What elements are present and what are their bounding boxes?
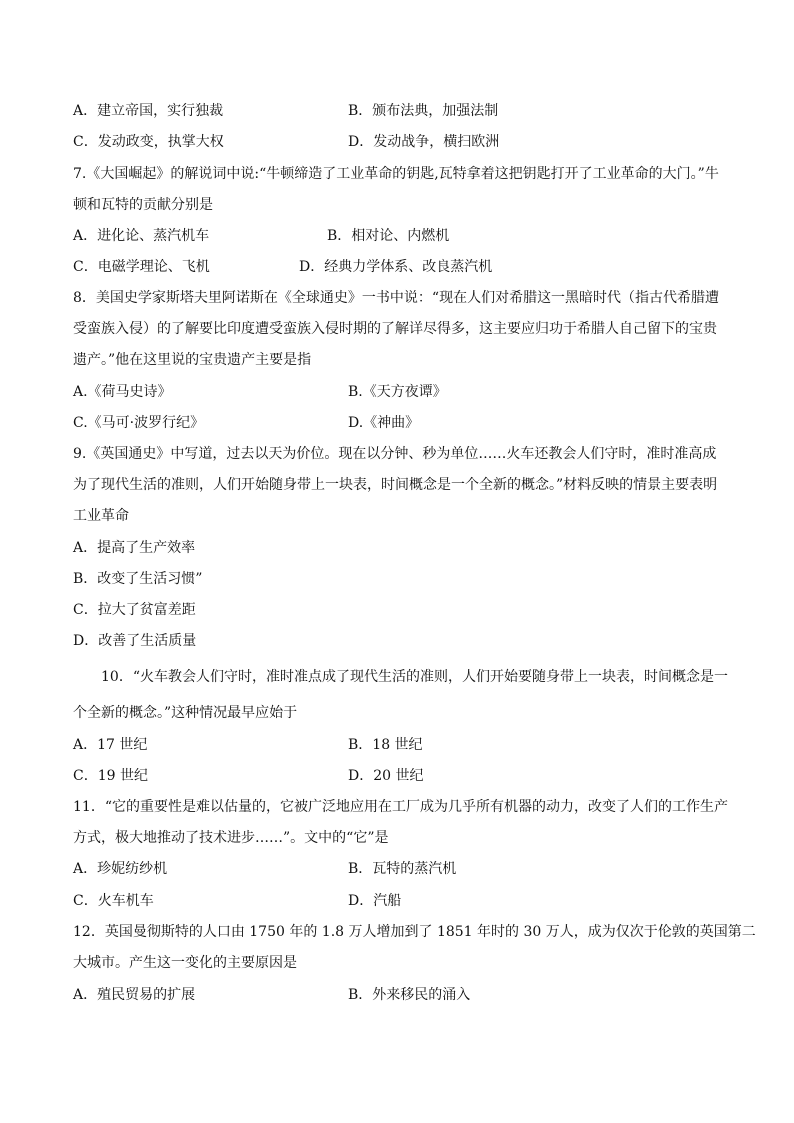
question-8-stem-cont: 遗产。”他在这里说的宝贵遗产主要是指 bbox=[73, 352, 312, 368]
option-a: A.《荷马史诗》 bbox=[73, 384, 172, 400]
option-b: B．相对论、内燃机 bbox=[327, 228, 450, 244]
question-8-stem: 8．美国史学家斯塔夫里阿诺斯在《全球通史》一书中说：“现在人们对希腊这一黑暗时代（指古代希腊遭 bbox=[73, 290, 720, 306]
option-c: C．拉大了贫富差距 bbox=[73, 602, 196, 618]
question-10-stem-cont: 个全新的概念。”这种情况最早应始于 bbox=[73, 705, 298, 721]
option-a: A．17 世纪 bbox=[73, 737, 148, 753]
question-12-stem: 12．英国曼彻斯特的人口由 1750 年的 1.8 万人增加到了 1851 年时的 30 万人，成为仅次于伦敦的英国第二 bbox=[73, 924, 756, 940]
option-a: A．珍妮纺纱机 bbox=[73, 861, 168, 877]
question-9-stem: 9.《英国通史》中写道，过去以天为价位。现在以分钟、秒为单位……火车还教会人们守时，准时准高成 bbox=[73, 446, 717, 462]
question-9-stem-cont: 工业革命 bbox=[73, 508, 129, 524]
question-11-stem-cont: 方式，极大地推动了技术进步……”。文中的“它”是 bbox=[73, 830, 389, 846]
option-a: A．建立帝国，实行独裁 bbox=[73, 103, 224, 119]
option-b: B．改变了生活习惯” bbox=[73, 571, 203, 587]
option-c: C．发动政变，执掌大权 bbox=[73, 134, 224, 150]
option-a: A．进化论、蒸汽机车 bbox=[73, 228, 210, 244]
option-c: C．19 世纪 bbox=[73, 768, 148, 784]
option-d: D．20 世纪 bbox=[348, 768, 424, 784]
option-b: B．瓦特的蒸汽机 bbox=[348, 861, 457, 877]
question-8-stem-cont: 受蛮族入侵）的了解要比印度遭受蛮族入侵时期的了解详尽得多，这主要应归功于希腊人自己留下的宝贵 bbox=[73, 321, 717, 337]
option-d: D．发动战争，横扫欧洲 bbox=[348, 134, 500, 150]
option-b: B．颁布法典，加强法制 bbox=[348, 103, 499, 119]
option-c: C.《马可·波罗行纪》 bbox=[73, 415, 205, 431]
option-b: B.《天方夜谭》 bbox=[348, 384, 447, 400]
option-b: B．18 世纪 bbox=[348, 737, 423, 753]
question-12-stem-cont: 大城市。产生这一变化的主要原因是 bbox=[73, 955, 297, 971]
question-11-stem: 11．“它的重要性是难以估量的，它被广泛地应用在工厂成为几乎所有机器的动力，改变了人们的工作生产 bbox=[73, 799, 728, 815]
option-d: D．汽船 bbox=[348, 893, 402, 909]
question-9-stem-cont: 为了现代生活的准则，人们开始随身带上一块表，时间概念是一个全新的概念。”材料反映的情景主要表明 bbox=[73, 477, 718, 493]
option-d: D．经典力学体系、改良蒸汽机 bbox=[299, 259, 493, 275]
question-7-stem: 7.《大国崛起》的解说词中说:“牛顿缔造了工业革命的钥匙,瓦特拿着这把钥匙打开了工业革命的大门。”牛 bbox=[73, 166, 719, 182]
option-c: C．电磁学理论、飞机 bbox=[73, 259, 210, 275]
option-a: A．提高了生产效率 bbox=[73, 540, 196, 556]
option-d: D.《神曲》 bbox=[348, 415, 420, 431]
option-a: A．殖民贸易的扩展 bbox=[73, 987, 196, 1003]
option-c: C．火车机车 bbox=[73, 893, 154, 909]
question-7-stem-cont: 顿和瓦特的贡献分别是 bbox=[73, 197, 213, 213]
option-d: D．改善了生活质量 bbox=[73, 633, 197, 649]
question-10-stem: 10．“火车教会人们守时，准时准点成了现代生活的准则，人们开始要随身带上一块表，时间概念是一 bbox=[101, 669, 728, 685]
option-b: B．外来移民的涌入 bbox=[348, 987, 471, 1003]
